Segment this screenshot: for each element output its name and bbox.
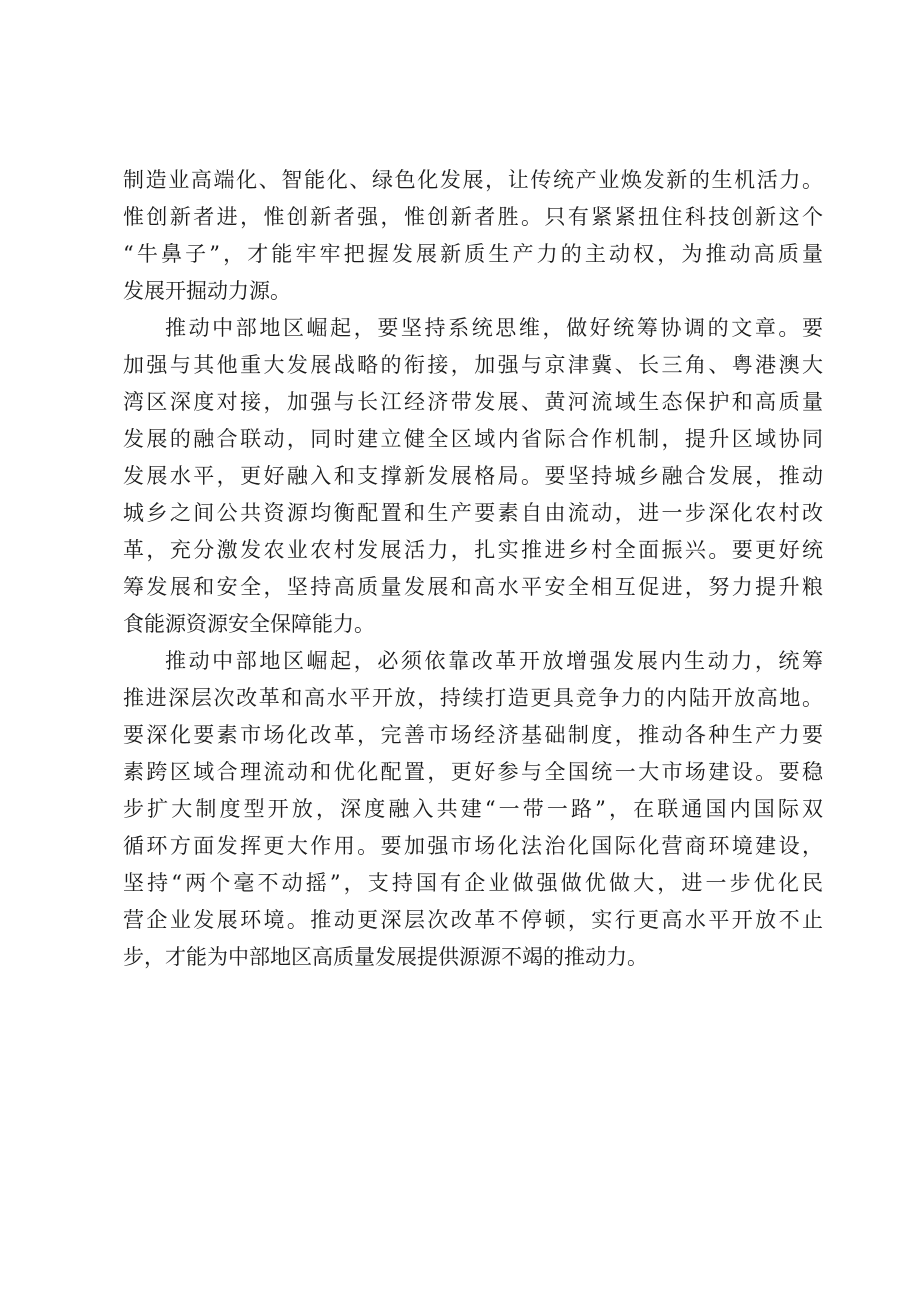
text-line: 食能源资源安全保障能力。 bbox=[123, 612, 375, 636]
document-body bbox=[123, 162, 823, 976]
text-line: 推动中部地区崛起，必须依靠改革开放增强发展内生动力，统筹 bbox=[165, 649, 823, 673]
text-line: 坚持“两个毫不动摇”，支持国有企业做强做优做大，进一步优化民 bbox=[123, 871, 823, 895]
text-line: 革，充分激发农业农村发展活力，扎实推进乡村全面振兴。要更好统 bbox=[123, 538, 823, 562]
text-line: 湾区深度对接，加强与长江经济带发展、黄河流域生态保护和高质量 bbox=[123, 390, 823, 414]
text-line: “牛鼻子”，才能牢牢把握发展新质生产力的主动权，为推动高质量 bbox=[123, 242, 823, 266]
text-line: 步扩大制度型开放，深度融入共建“一带一路”，在联通国内国际双 bbox=[123, 797, 823, 821]
text-line: 筹发展和安全，坚持高质量发展和高水平安全相互促进，努力提升粮 bbox=[123, 575, 823, 599]
paragraph-1 bbox=[123, 162, 823, 310]
text-line: 循环方面发挥更大作用。要加强市场化法治化国际化营商环境建设， bbox=[123, 834, 823, 858]
text-line: 推动中部地区崛起，要坚持系统思维，做好统筹协调的文章。要 bbox=[165, 316, 823, 340]
text-line: 发展的融合联动，同时建立健全区域内省际合作机制，提升区域协同 bbox=[123, 427, 823, 451]
paragraph-2 bbox=[123, 310, 823, 643]
text-line: 制造业高端化、智能化、绿色化发展，让传统产业焕发新的生机活力。 bbox=[123, 168, 823, 192]
text-line: 发展水平，更好融入和支撑新发展格局。要坚持城乡融合发展，推动 bbox=[123, 464, 823, 488]
text-line: 加强与其他重大发展战略的衔接，加强与京津冀、长三角、粤港澳大 bbox=[123, 353, 823, 377]
text-line: 发展开掘动力源。 bbox=[123, 279, 291, 303]
text-line: 要深化要素市场化改革，完善市场经济基础制度，推动各种生产力要 bbox=[123, 723, 823, 747]
text-line: 推进深层次改革和高水平开放，持续打造更具竞争力的内陆开放高地。 bbox=[123, 686, 823, 710]
text-line: 步，才能为中部地区高质量发展提供源源不竭的推动力。 bbox=[123, 945, 648, 969]
text-line: 营企业发展环境。推动更深层次改革不停顿，实行更高水平开放不止 bbox=[123, 908, 823, 932]
text-line: 城乡之间公共资源均衡配置和生产要素自由流动，进一步深化农村改 bbox=[123, 501, 823, 525]
text-line: 惟创新者进，惟创新者强，惟创新者胜。只有紧紧扭住科技创新这个 bbox=[123, 205, 823, 229]
text-line: 素跨区域合理流动和优化配置，更好参与全国统一大市场建设。要稳 bbox=[123, 760, 823, 784]
paragraph-3 bbox=[123, 643, 823, 976]
